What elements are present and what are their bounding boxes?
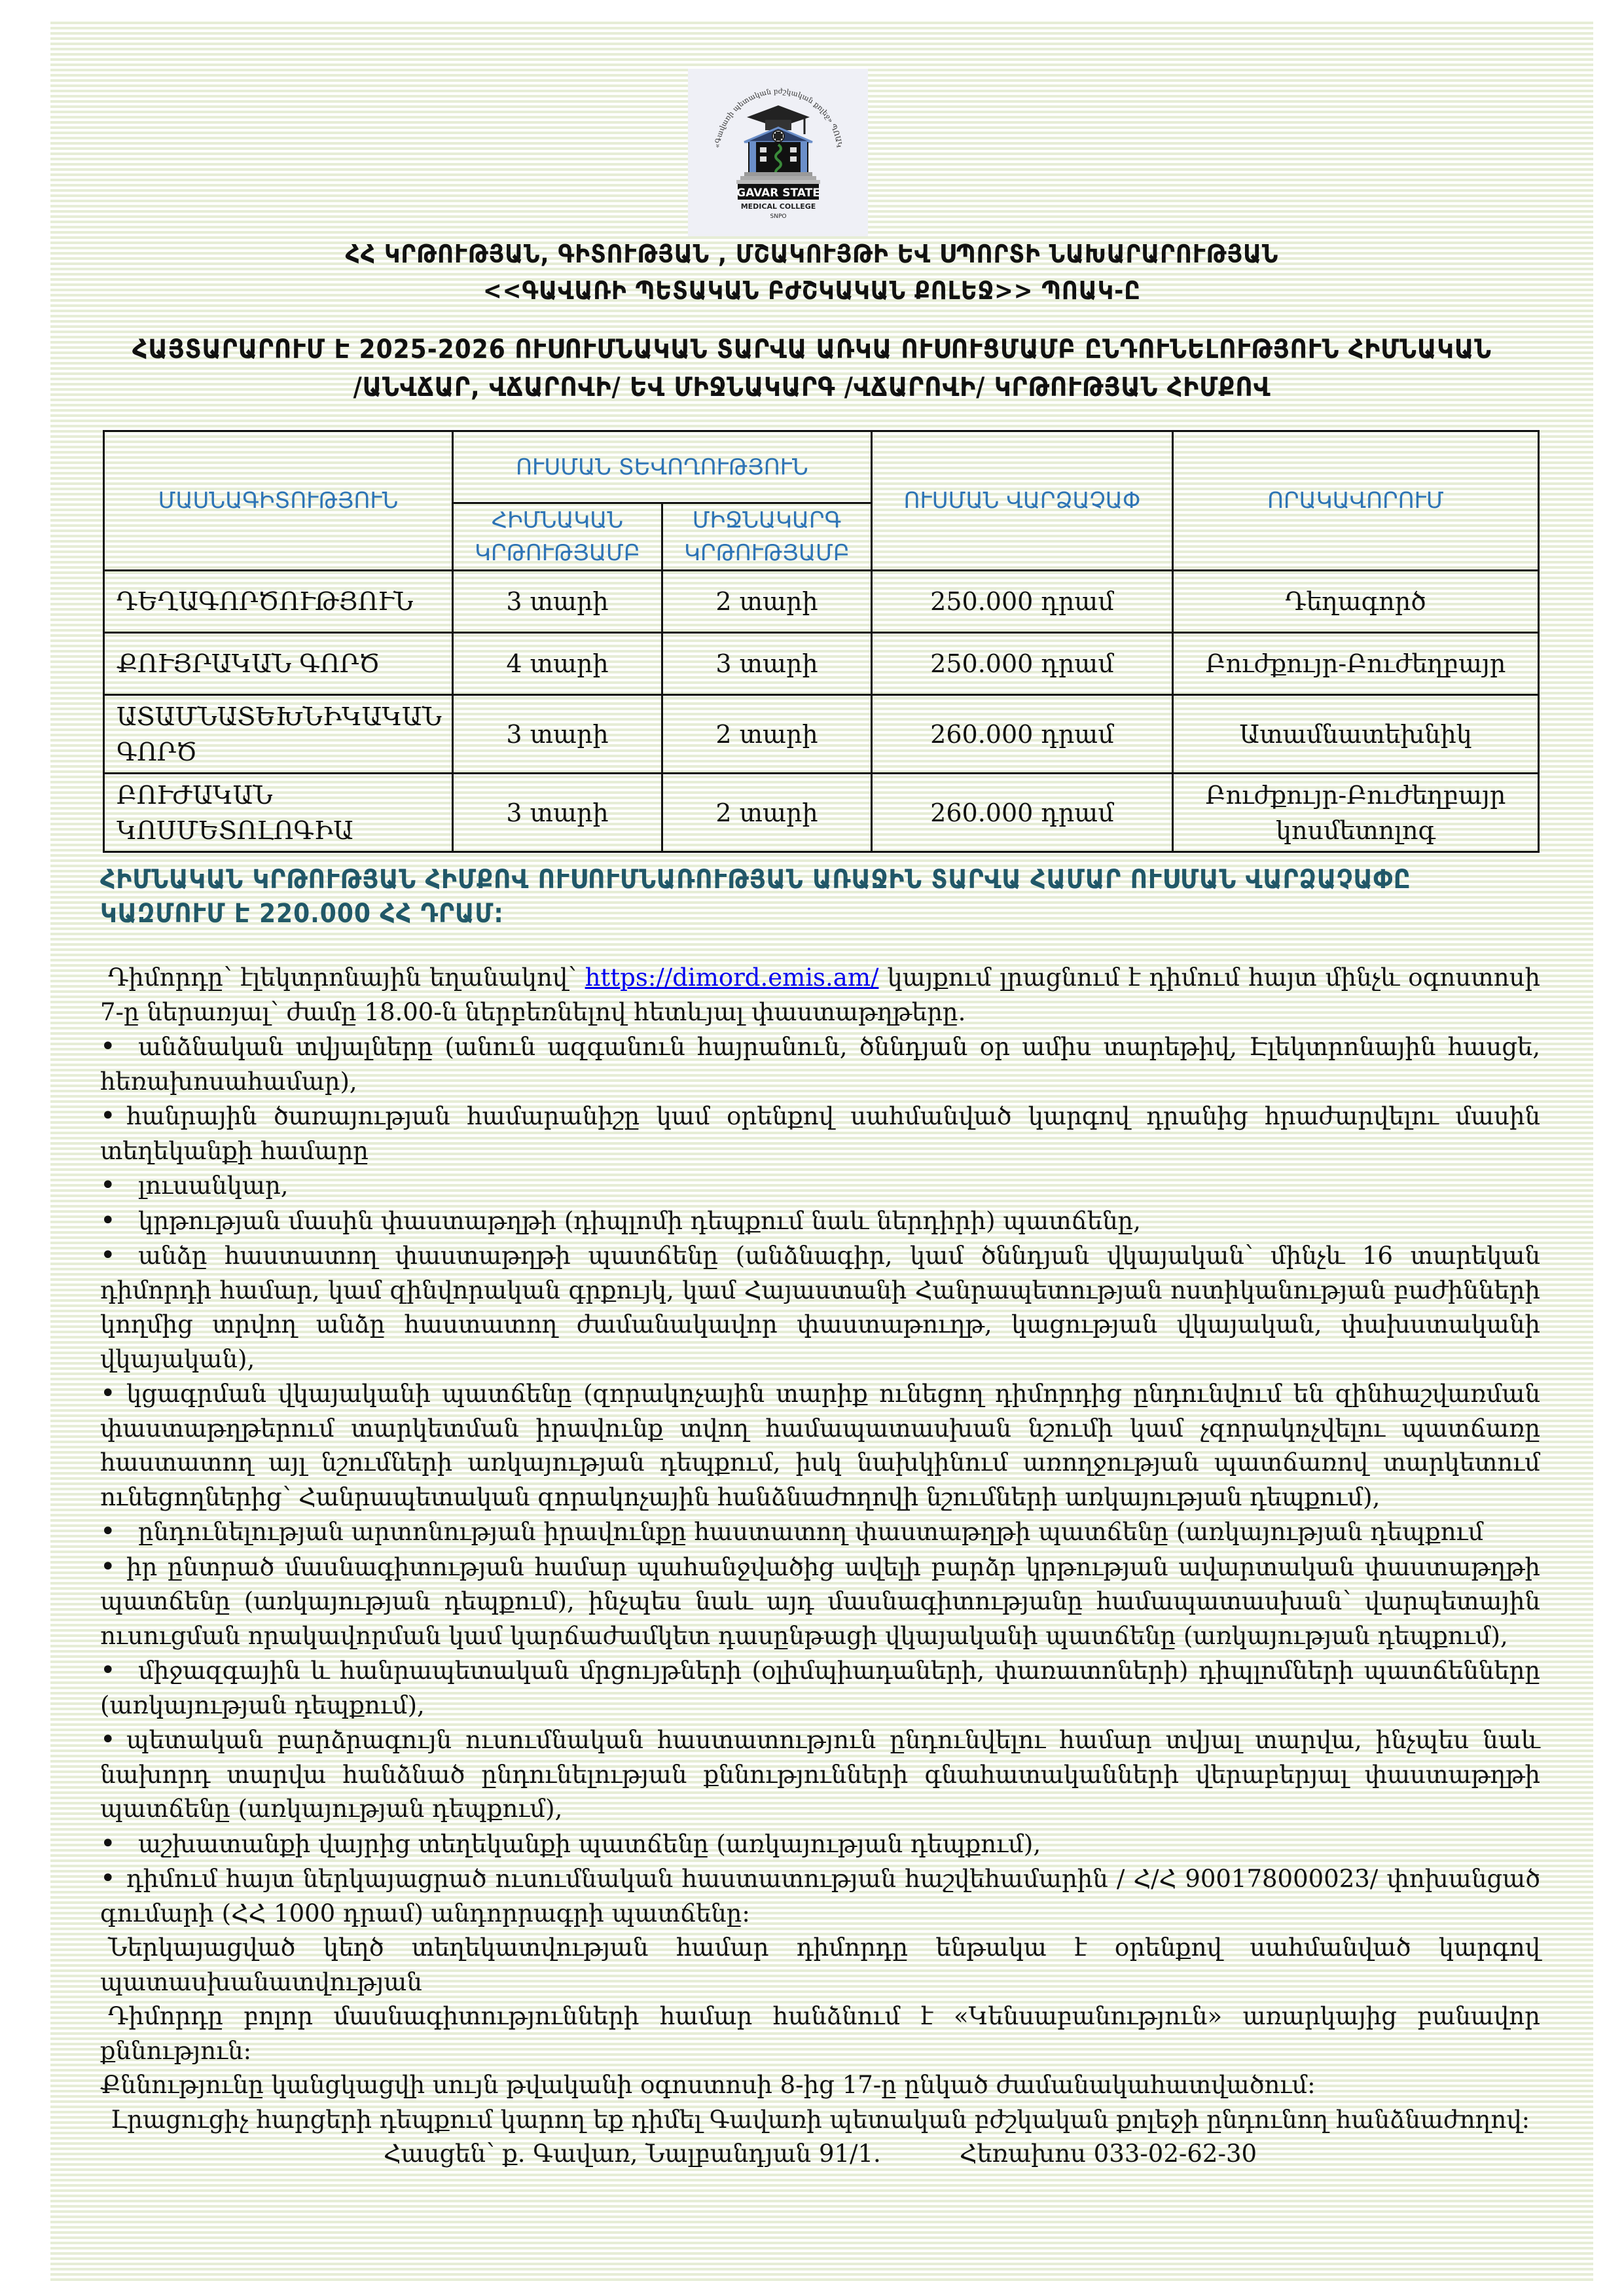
qualification-cell: Բուժքույր-Բուժեղբայր [1173, 633, 1539, 695]
list-item: • լուսանկար, [100, 1168, 1540, 1204]
ministry-heading [65, 236, 1559, 309]
svg-text:MEDICAL COLLEGE: MEDICAL COLLEGE [740, 202, 816, 211]
fee-cell: 250.000 դրամ [872, 633, 1173, 695]
qualification-cell: Բուժքույր-Բուժեղբայր կոսմետոլոգ [1173, 774, 1539, 852]
basic-duration-cell: 3 տարի [453, 695, 662, 774]
announcement-line: ՀԱՅՏԱՐԱՐՈՒՄ Է 2025-2026 ՈՒՍՈՒՄՆԱԿԱՆ ՏԱՐՎԱ ԱՌԿԱ ՈՒՍՈՒՑՄԱՄԲ ԸՆԴՈՒՆԵԼՈՒԹՅՈՒՆ ՀԻՄՆԱԿԱՆ [132, 334, 1492, 365]
phone: Հեռախոս 033-02-62-30 [959, 2140, 1257, 2168]
specialty-cell: ԴԵՂԱԳՈՐԾՈՒԹՅՈՒՆ [104, 571, 453, 633]
announcement-line: /ԱՆՎՃԱՐ, ՎՃԱՐՈՎԻ/ ԵՎ ՄԻՋՆԱԿԱՐԳ /ՎՃԱՐՈՎԻ/ ԿՐԹՈՒԹՅԱՆ ՀԻՄՔՈՎ [353, 372, 1271, 403]
exam-paragraph: Դիմորդը բոլոր մասնագիտությունների համար հանձնում է «Կենսաբանություն» առարկայից բանավոր քննություն: [100, 2002, 1540, 2065]
list-item: • իր ընտրած մասնագիտության համար պահանջվածից ավելի բարձր կրթության ավարտական փաստաթղթի պատճենը (առկայության դեպքում), ինչպես նաև այդ մասնագիտությանը համապատասխան՝ վարպետային ուսուցման որակավորման կամ կարճաժամկետ դասընթացի վկայականի պատճենը (առկայության դեպքում), [100, 1550, 1540, 1654]
announcement-heading [65, 331, 1559, 406]
header-specialty: ՄԱՍՆԱԳԻՏՈՒԹՅՈՒՆ [104, 431, 453, 571]
specialty-cell: ԱՏԱՄՆԱՏԵԽՆԻԿԱԿԱՆ ԳՈՐԾ [104, 695, 453, 774]
list-item: • հանրային ծառայության համարանիշը կամ օրենքով սահմանված կարգով դրանից հրաժարվելու մասին տեղեկանքի համարը [100, 1099, 1540, 1168]
fee-cell: 260.000 դրամ [872, 774, 1173, 852]
college-logo [688, 69, 868, 236]
contact-line [100, 2137, 1540, 2172]
requirements-body [100, 961, 1540, 2172]
secondary-duration-cell: 2 տարի [662, 774, 872, 852]
ministry-line: ՀՀ ԿՐԹՈՒԹՅԱՆ, ԳԻՏՈՒԹՅԱՆ , ՄՇԱԿՈՒՅԹԻ ԵՎ ՍՊՈՐՏԻ ՆԱԽԱՐԱՐՈՒԹՅԱՆ [345, 240, 1279, 268]
basic-duration-cell: 4 տարի [453, 633, 662, 695]
table-row [104, 774, 1539, 852]
secondary-duration-cell: 3 տարի [662, 633, 872, 695]
programs-table [103, 430, 1540, 853]
intro-text: Դիմորդը՝ էլեկտրոնային եղանակով՝ [108, 963, 585, 992]
specialty-cell: ԲՈՒԺԱԿԱՆ ԿՈՍՄԵՏՈԼՈԳԻԱ [104, 774, 453, 852]
responsibility-paragraph: Ներկայացված կեղծ տեղեկատվության համար դիմորդը ենթակա է օրենքով սահմանված կարգով պատասխանատվության [100, 1933, 1540, 1996]
specialty-cell: ՔՈՒՅՐԱԿԱՆ ԳՈՐԾ [104, 633, 453, 695]
table-row [104, 571, 1539, 633]
basic-duration-cell: 3 տարի [453, 571, 662, 633]
intro-text-continued: կայքում լրացնում է դիմում հայտ մինչև օգոստոսի 7-ը ներառյալ՝ ժամը 18.00-ն ներբեռնելով հետևյալ փաստաթղթերը. [100, 963, 1540, 1026]
list-item: • կցագրման վկայականի պատճենը (զորակոչային տարիք ունեցող դիմորդից ընդունվում են զինհաշվառման փաստաթղթերում տարկետման իրավունք տվող համապատասխան նշումի կամ չզորակոչվելու պատճառը հաստատող այլ նշումների առկայության դեպքում, իսկ նախկինում առողջության պատճառով տարկետում ունեցողներից՝ Հանրապետական զորակոչային հանձնաժողովի նշումների առկայության դեպքում), [100, 1376, 1540, 1515]
list-item: • կրթության մասին փաստաթղթի (դիպլոմի դեպքում նաև ներդիրի) պատճենը, [100, 1204, 1540, 1239]
tuition-note: ՀԻՄՆԱԿԱՆ ԿՐԹՈՒԹՅԱՆ ՀԻՄՔՈՎ ՈՒՍՈՒՄՆԱՌՈՒԹՅԱՆ ԱՌԱՋԻՆ ՏԱՐՎԱ ՀԱՄԱՐ ՈՒՍՄԱՆ ՎԱՐՁԱՉԱՓԸ ԿԱԶՄՈՒՄ Է 220.000 ՀՀ ԴՐԱՄ: [100, 865, 1411, 929]
questions-paragraph: Լրացուցիչ հարցերի դեպքում կարող եք դիմել Գավառի պետական բժշկական քոլեջի ընդունող հանձնաժողով: [110, 2105, 1530, 2134]
header-secondary-education: ՄԻՋՆԱԿԱՐԳ ԿՐԹՈՒԹՅԱՄԲ [662, 503, 872, 571]
table-row [104, 695, 1539, 774]
header-basic-education: ՀԻՄՆԱԿԱՆ ԿՐԹՈՒԹՅԱՄԲ [453, 503, 662, 571]
list-item: • անձնական տվյալները (անուն ազգանուն հայրանուն, ծննդյան օր ամիս տարեթիվ, Էլեկտրոնային հասցե, հեռախոսահամար), [100, 1030, 1540, 1099]
table-header-row [104, 431, 1539, 503]
list-item: • անձը հաստատող փաստաթղթի պատճենը (անձնագիր, կամ ծննդյան վկայական՝ մինչև 16 տարեկան դիմորդի համար, կամ զինվորական գրքույկ, կամ Հայաստանի Հանրապետության ոստիկանության բաժինների կողմից տրվող անձը հաստատող ժամանակավոր փաստաթուղթ, կացության վկայական, փախստականի վկայական), [100, 1238, 1540, 1376]
basic-duration-cell: 3 տարի [453, 774, 662, 852]
secondary-duration-cell: 2 տարի [662, 695, 872, 774]
fee-cell: 260.000 դրամ [872, 695, 1173, 774]
svg-text:SNPO: SNPO [770, 213, 786, 220]
qualification-cell: Ատամնատեխնիկ [1173, 695, 1539, 774]
list-item: • աշխատանքի վայրից տեղեկանքի պատճենը (առկայության դեպքում), [100, 1827, 1540, 1862]
header-fee: ՈՒՍՄԱՆ ՎԱՐՁԱՉԱՓ [872, 431, 1173, 571]
list-item: • ընդունելության արտոնության իրավունքը հաստատող փաստաթղթի պատճենը (առկայության դեպքում [100, 1515, 1540, 1550]
table-row [104, 633, 1539, 695]
intro-paragraph [100, 961, 1540, 1030]
list-item: • պետական բարձրագույն ուսումնական հաստատություն ընդունվելու համար տվյալ տարվա, ինչպես նաև նախորդ տարվա հանձնած ընդունելության քննությունների գնահատականների վերաբերյալ փաստաթղթի պատճենը (առկայության դեպքում), [100, 1723, 1540, 1827]
secondary-duration-cell: 2 տարի [662, 571, 872, 633]
college-name-line: <<ԳԱՎԱՌԻ ՊԵՏԱԿԱՆ ԲԺՇԿԱԿԱՆ ՔՈԼԵՋ>> ՊՈԱԿ-Ը [483, 276, 1141, 305]
header-qualification: ՈՐԱԿԱՎՈՐՈՒՄ [1173, 431, 1539, 571]
dimord-link[interactable]: https://dimord.emis.am/ [585, 963, 879, 992]
fee-cell: 250.000 դրամ [872, 571, 1173, 633]
svg-text:«Գավառի պետական բժշկական քոլեջ: «Գավառի պետական բժշկական քոլեջ» ՊՈԱԿ [712, 86, 844, 149]
list-item: • միջազգային և հանրապետական մրցույթների (օլիմպիադաների, փառատոների) դիպլոմների պատճենները (առկայության դեպքում), [100, 1653, 1540, 1723]
address: Հասցեն՝ ք. Գավառ, Նալբանդյան 91/1. [383, 2140, 881, 2168]
svg-text:GAVAR STATE: GAVAR STATE [736, 187, 820, 200]
college-emblem-icon [700, 74, 857, 231]
list-item: • դիմում հայտ ներկայացրած ուսումնական հաստատության հաշվեհամարին / Հ/Հ 900178000023/ փոխանցած գումարի (ՀՀ 1000 դրամ) անդորրագրի պատճենը: [100, 1861, 1540, 1931]
qualification-cell: Դեղագործ [1173, 571, 1539, 633]
header-duration: ՈՒՍՄԱՆ ՏԵՎՈՂՈՒԹՅՈՒՆ [453, 431, 872, 503]
exam-dates-paragraph: Քննությունը կանցկացվի սույն թվականի օգոստոսի 8-ից 17-ը ընկած ժամանակահատվածում: [100, 2071, 1316, 2099]
